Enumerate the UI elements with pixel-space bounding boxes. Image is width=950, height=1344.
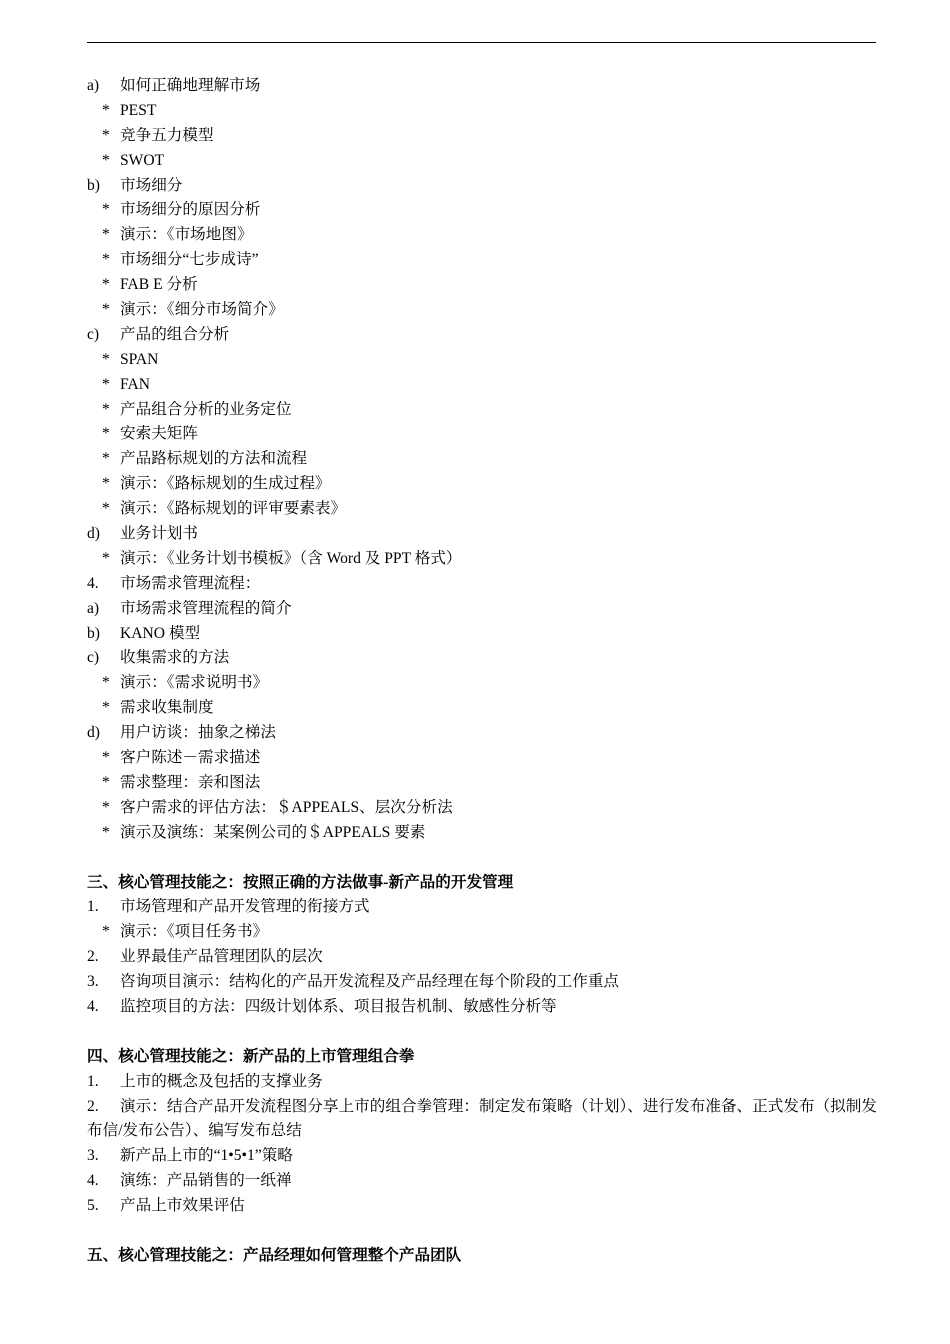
bullet-marker: *	[102, 301, 110, 319]
bullet-marker: *	[102, 674, 110, 692]
list-item	[87, 1194, 877, 1219]
item-text: 演示：《项目任务书》	[120, 923, 269, 941]
item-text: 演练：产品销售的一纸禅	[120, 1172, 292, 1190]
bullet-item	[87, 298, 877, 323]
bullet-item	[87, 348, 877, 373]
bullet-marker: *	[102, 126, 110, 144]
item-text: 产品路标规划的方法和流程	[120, 450, 308, 468]
bullet-item	[87, 422, 877, 447]
bullet-item	[87, 373, 877, 398]
list-marker: a)	[87, 599, 100, 617]
bullet-item	[87, 821, 877, 846]
list-marker: a)	[87, 77, 100, 94]
bullet-marker: *	[102, 823, 110, 841]
list-item	[87, 174, 877, 199]
list-item	[87, 895, 877, 920]
item-text: 咨询项目演示：结构化的产品开发流程及产品经理在每个阶段的工作重点	[120, 973, 620, 991]
list-item	[87, 1144, 877, 1169]
bullet-marker: *	[102, 500, 110, 518]
list-marker: 4.	[87, 574, 99, 592]
item-text: 演示：结合产品开发流程图分享上市的组合拳管理：制定发布策略（计划）、进行发布准备、正式发布（拟制发布信/发布公告）、编写发布总结	[87, 1097, 877, 1140]
bullet-item	[87, 248, 877, 273]
bullet-marker: *	[102, 400, 110, 418]
item-text: 演示：《细分市场简介》	[120, 301, 284, 319]
item-text: 演示：《路标规划的生成过程》	[120, 475, 331, 493]
item-text: 收集需求的方法	[120, 649, 230, 667]
section-heading: 三、核心管理技能之：按照正确的方法做事-新产品的开发管理	[87, 873, 514, 891]
list-marker: c)	[87, 325, 100, 343]
item-text: 监控项目的方法：四级计划体系、项目报告机制、敏感性分析等	[120, 997, 557, 1015]
item-text: 业务计划书	[120, 525, 198, 543]
item-text: 需求收集制度	[120, 699, 214, 717]
bullet-item	[87, 771, 877, 796]
bullet-item	[87, 447, 877, 472]
item-text: 用户访谈：抽象之梯法	[120, 724, 276, 742]
list-marker: 1.	[87, 898, 99, 916]
bullet-item	[87, 671, 877, 696]
item-text: 市场需求管理流程：	[120, 574, 261, 592]
item-text: 需求整理：亲和图法	[120, 773, 261, 791]
bullet-marker: *	[102, 923, 110, 941]
item-text: 市场需求管理流程的简介	[120, 599, 292, 617]
bullet-item	[87, 198, 877, 223]
item-text: 上市的概念及包括的支撑业务	[120, 1072, 323, 1090]
bullet-item	[87, 547, 877, 572]
item-text: 客户陈述－需求描述	[120, 749, 261, 767]
bullet-marker: *	[102, 151, 110, 169]
bullet-marker: *	[102, 350, 110, 368]
bullet-marker: *	[102, 798, 110, 816]
list-marker: 4.	[87, 997, 99, 1015]
bullet-item	[87, 273, 877, 298]
list-marker: 1.	[87, 1072, 99, 1090]
list-item	[87, 945, 877, 970]
section-heading: 四、核心管理技能之：新产品的上市管理组合拳	[87, 1047, 415, 1065]
list-item	[87, 970, 877, 995]
list-marker: 2.	[87, 948, 99, 966]
item-text: 演示：《需求说明书》	[120, 674, 269, 692]
item-text: PEST	[120, 101, 157, 119]
bullet-marker: *	[102, 475, 110, 493]
section-heading: 五、核心管理技能之：产品经理如何管理整个产品团队	[87, 1246, 462, 1264]
list-marker: b)	[87, 624, 100, 642]
bullet-marker: *	[102, 425, 110, 443]
item-text: KANO 模型	[120, 624, 201, 642]
list-marker: d)	[87, 724, 100, 742]
item-text: 市场管理和产品开发管理的衔接方式	[120, 898, 370, 916]
item-text: 演示：《业务计划书模板》（含 Word 及 PPT 格式）	[120, 549, 462, 567]
bullet-marker: *	[102, 251, 110, 269]
item-text: FAN	[120, 375, 151, 393]
bullet-item	[87, 149, 877, 174]
list-item	[87, 622, 877, 647]
bullet-item	[87, 223, 877, 248]
bullet-marker: *	[102, 549, 110, 567]
header-rule	[87, 42, 876, 43]
bullet-marker: *	[102, 699, 110, 717]
list-marker: d)	[87, 525, 100, 543]
item-text: SWOT	[120, 151, 165, 169]
list-item	[87, 721, 877, 746]
bullet-item	[87, 497, 877, 522]
bullet-item	[87, 398, 877, 423]
list-marker: 3.	[87, 973, 99, 991]
bullet-marker: *	[102, 101, 110, 119]
item-text: 产品的组合分析	[120, 325, 230, 343]
item-text: FAB E 分析	[120, 276, 198, 294]
list-item	[87, 572, 877, 597]
list-marker: 5.	[87, 1197, 99, 1215]
list-item	[87, 522, 877, 547]
bullet-item	[87, 920, 877, 945]
item-text: 客户需求的评估方法：＄APPEALS、层次分析法	[120, 798, 453, 816]
item-text: 安索夫矩阵	[120, 425, 198, 443]
item-text: 业界最佳产品管理团队的层次	[120, 948, 323, 966]
item-text: 如何正确地理解市场	[120, 77, 261, 94]
bullet-item	[87, 796, 877, 821]
list-item	[87, 597, 877, 622]
list-item	[87, 646, 877, 671]
list-item	[87, 323, 877, 348]
item-text: 市场细分	[120, 176, 183, 194]
list-item	[87, 74, 877, 99]
bullet-item	[87, 746, 877, 771]
list-marker: c)	[87, 649, 100, 667]
list-marker: b)	[87, 176, 100, 194]
list-marker: 3.	[87, 1147, 99, 1165]
list-item	[87, 1095, 877, 1145]
item-text: SPAN	[120, 350, 159, 368]
bullet-marker: *	[102, 773, 110, 791]
bullet-item	[87, 696, 877, 721]
list-marker: 4.	[87, 1172, 99, 1190]
list-item	[87, 995, 877, 1020]
item-text: 产品上市效果评估	[120, 1197, 245, 1215]
bullet-marker: *	[102, 201, 110, 219]
item-text: 市场细分“七步成诗”	[120, 251, 259, 269]
bullet-item	[87, 99, 877, 124]
bullet-marker: *	[102, 276, 110, 294]
item-text: 演示：《路标规划的评审要素表》	[120, 500, 347, 518]
bullet-marker: *	[102, 375, 110, 393]
item-text: 演示及演练：某案例公司的＄APPEALS 要素	[120, 823, 426, 841]
bullet-item	[87, 472, 877, 497]
item-text: 产品组合分析的业务定位	[120, 400, 292, 418]
bullet-item	[87, 124, 877, 149]
item-text: 新产品上市的“1•5•1”策略	[120, 1147, 293, 1165]
document-body	[87, 74, 877, 1269]
item-text: 演示：《市场地图》	[120, 226, 253, 244]
list-marker: 2.	[87, 1097, 99, 1115]
bullet-marker: *	[102, 450, 110, 468]
item-text: 竞争五力模型	[120, 126, 214, 144]
item-text: 市场细分的原因分析	[120, 201, 261, 219]
bullet-marker: *	[102, 749, 110, 767]
list-item	[87, 1070, 877, 1095]
list-item	[87, 1169, 877, 1194]
bullet-marker: *	[102, 226, 110, 244]
